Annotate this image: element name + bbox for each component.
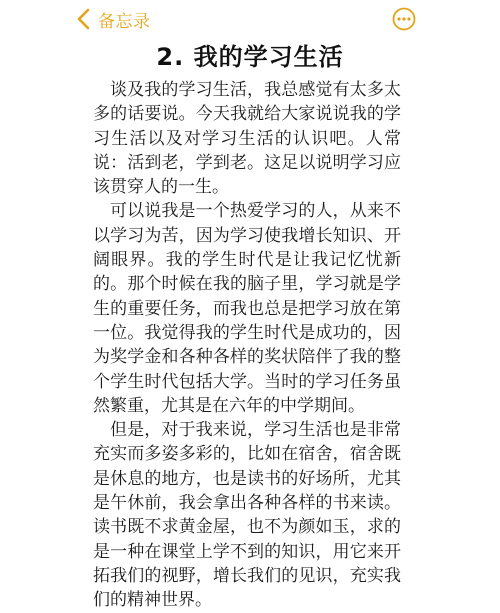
back-button[interactable] bbox=[76, 6, 151, 32]
note-paragraph: 但是，对于我来说，学习生活也是非常充实而多姿多彩的，比如在宿舍，宿舍既是休息的地方，也是读书的好场所，尤其是午休前，我会拿出各种各样的书来读。读书既不求黄金屋，也不为颜如玉，求的是一种在课堂上学不到的知识，用它来开拓我们的视野，增长我们的见识，充实我们的精神世界。 bbox=[93, 420, 401, 611]
note-paragraph: 谈及我的学习生活，我总感觉有太多太多的话要说。今天我就给大家说说我的学习生活以及对学习生活的认识吧。人常说：活到老，学到老。这足以说明学习应该贯穿人的一生。 bbox=[93, 80, 401, 198]
chevron-left-icon bbox=[76, 8, 92, 30]
back-button-label: 备忘录 bbox=[98, 11, 151, 32]
ellipsis-circle-icon bbox=[392, 16, 416, 35]
note-title: 2. 我的学习生活 bbox=[156, 43, 344, 71]
note-body[interactable] bbox=[93, 78, 401, 613]
note-paragraph: 可以说我是一个热爱学习的人，从来不以学习为苦，因为学习使我增长知识、开阔眼界。我的学生时代是让我记忆忧新的。那个时候在我的脑子里，学习就是学生的重要任务，而我也总是把学习放在第一位。我觉得我的学生时代是成功的，因为奖学金和各种各样的奖状陪伴了我的整个学生时代包括大学。当时的学习任务虽然繁重，尤其是在六年的中学期间。 bbox=[93, 201, 401, 416]
navigation-bar bbox=[0, 0, 500, 38]
more-options-button[interactable] bbox=[392, 7, 416, 31]
